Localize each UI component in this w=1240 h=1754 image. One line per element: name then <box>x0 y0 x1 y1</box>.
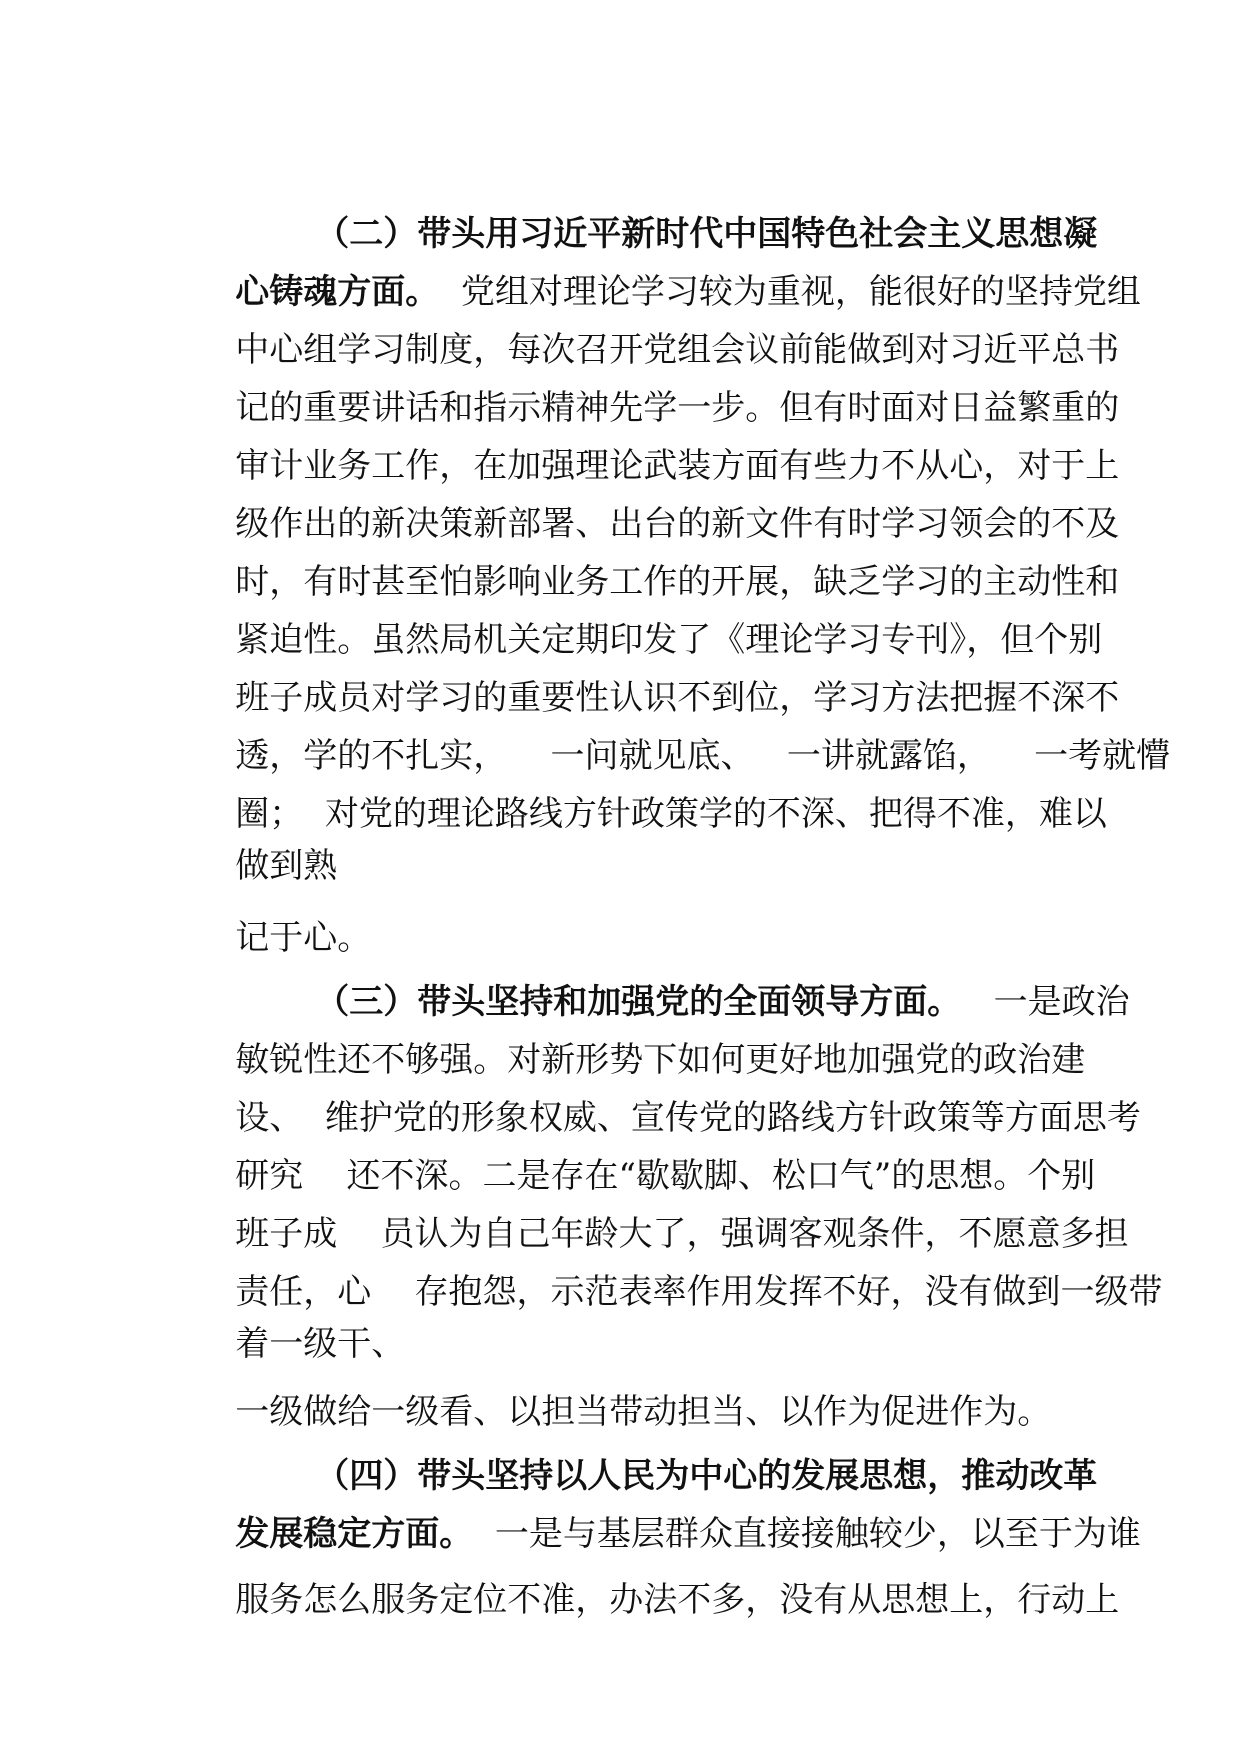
heading-text: （四）带头坚持以人民为中心的发展思想，推动改革 <box>315 1456 1098 1496</box>
paragraph-line <box>192 1534 1119 1666</box>
body-text: 记的重要讲话和指示精神先学一步。但有时面对日益繁重的 <box>235 388 1120 428</box>
body-text: 设、 维护党的形象权威、宣传党的路线方针政策等方面思考 <box>235 1098 1141 1138</box>
body-text: 班子成员对学习的重要性认识不到位，学习方法把握不深不 <box>235 678 1120 718</box>
body-text: 服务怎么服务定位不准，办法不多，没有从思想上，行动上 <box>235 1580 1120 1620</box>
body-text: 责任，心 存抱怨，示范表率作用发挥不好，没有做到一级带 <box>235 1272 1163 1312</box>
body-text: 敏锐性还不够强。对新形势下如何更好地加强党的政治建 <box>235 1040 1086 1080</box>
body-text: 中心组学习制度，每次召开党组会议前能做到对习近平总书 <box>235 330 1120 370</box>
body-text: 透，学的不扎实， 一问就见底、 一讲就露馅， 一考就懵 <box>235 736 1171 776</box>
body-text: 一是与基层群众直接接触较少，以至于为谁 <box>473 1514 1141 1554</box>
body-text: 时，有时甚至怕影响业务工作的开展，缺乏学习的主动性和 <box>235 562 1120 602</box>
body-text: 做到熟 <box>235 846 338 886</box>
body-text: 研究 还不深。二是存在“歇歇脚、松口气”的思想。个别 <box>235 1156 1096 1196</box>
body-text: 班子成 员认为自己年龄大了，强调客观条件，不愿意多担 <box>235 1214 1129 1254</box>
body-text: 级作出的新决策新部署、出台的新文件有时学习领会的不及 <box>235 504 1120 544</box>
body-text: 一是政治 <box>961 982 1130 1022</box>
heading-text: （二）带头用习近平新时代中国特色社会主义思想凝 <box>315 214 1098 254</box>
body-text: 一级做给一级看、以担当带动担当、以作为促进作为。 <box>235 1392 1052 1432</box>
body-text: 着一级干、 <box>235 1324 406 1364</box>
body-text: 紧迫性。虽然局机关定期印发了《理论学习专刊》，但个别 <box>235 620 1103 660</box>
heading-text: （三）带头坚持和加强党的全面领导方面。 <box>315 982 962 1022</box>
heading-text: 心铸魂方面。 <box>235 272 440 312</box>
heading-text: 发展稳定方面。 <box>235 1514 474 1554</box>
body-text: 审计业务工作，在加强理论武装方面有些力不从心，对于上 <box>235 446 1120 486</box>
body-text: 记于心。 <box>235 918 372 958</box>
body-text: 党组对理论学习较为重视，能很好的坚持党组 <box>439 272 1141 312</box>
body-text: 圈； 对党的理论路线方针政策学的不深、把得不准，难以 <box>235 794 1107 834</box>
